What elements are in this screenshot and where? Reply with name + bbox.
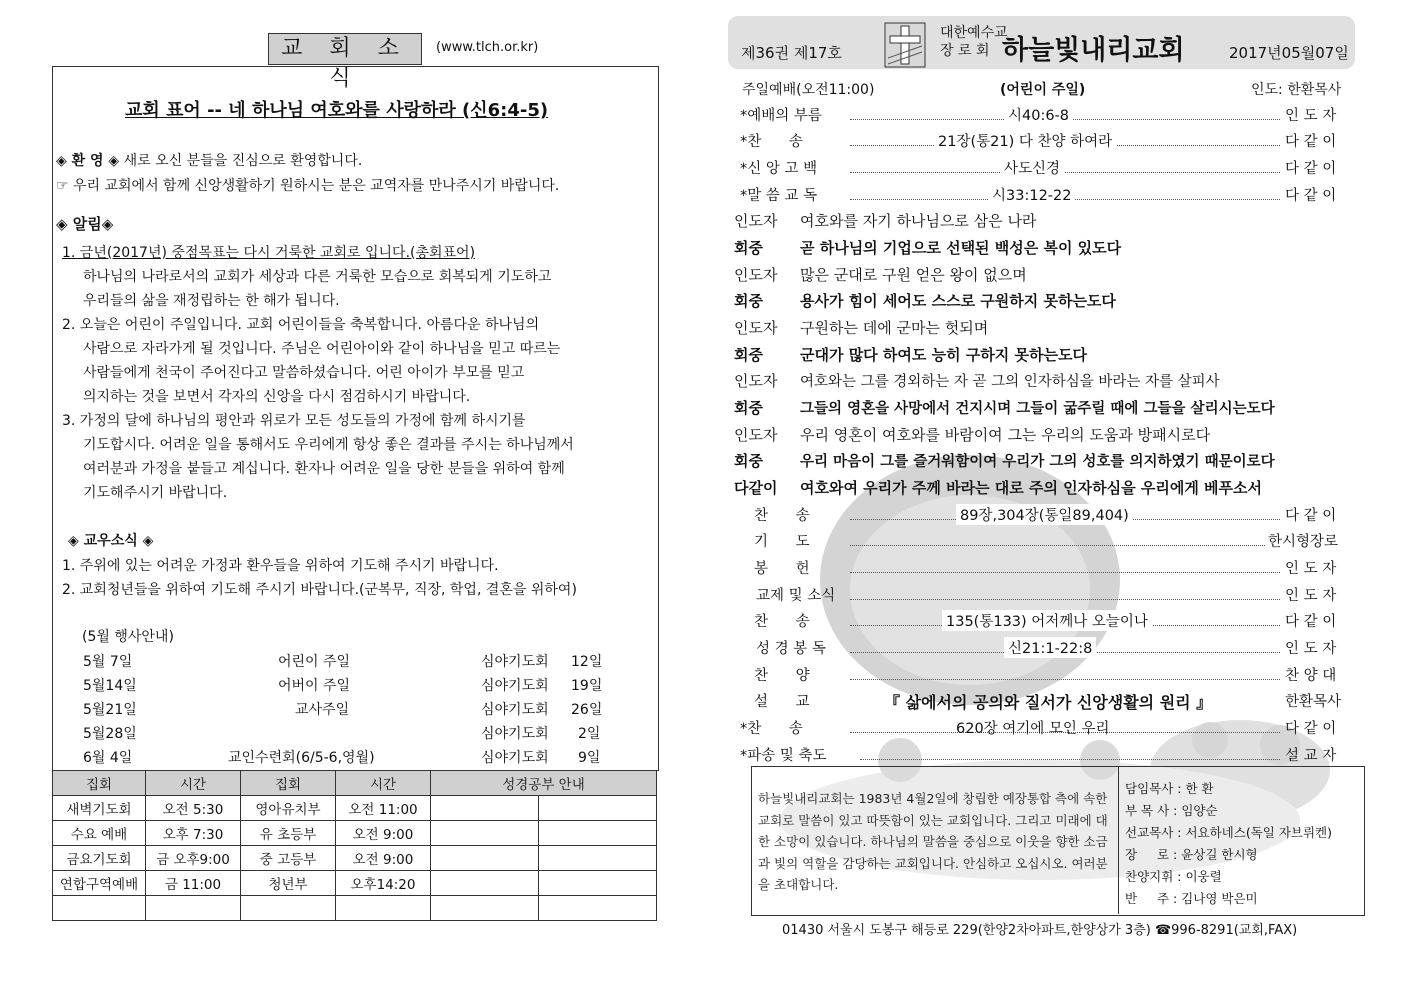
table-row xyxy=(53,821,657,846)
order-who: 인 도 자 xyxy=(1285,108,1337,124)
denomination-line: 대한예수교 xyxy=(940,25,1008,41)
dot-leader xyxy=(850,679,1280,680)
staff-entry: 담임목사 : 한 환 xyxy=(1125,781,1214,796)
order-who: 다 같 이 xyxy=(1285,721,1337,737)
table-header: 시간 xyxy=(336,771,431,796)
table-cell xyxy=(539,796,657,821)
order-item: *예배의 부름 xyxy=(740,108,822,124)
dot-leader xyxy=(850,545,1265,546)
order-item: *찬 송 xyxy=(740,721,803,737)
order-item: *파송 및 축도 xyxy=(740,748,827,764)
table-cell: 영아유치부 xyxy=(241,796,336,821)
order-item: 찬 송 xyxy=(754,508,810,524)
reading-role: 인도자 xyxy=(734,372,778,390)
info-divider xyxy=(1118,766,1119,914)
order-content: 시33:12-22 xyxy=(988,184,1075,205)
reading-text: 여호와여 우리가 주께 바라는 대로 주의 인자하심을 우리에게 베푸소서 xyxy=(800,479,1262,497)
order-who: 다 같 이 xyxy=(1285,188,1337,204)
table-cell xyxy=(539,846,657,871)
reading-text: 여호와는 그를 경외하는 자 곧 그의 인자하심을 바라는 자를 살피사 xyxy=(800,374,1220,390)
order-who: 인 도 자 xyxy=(1285,561,1337,577)
table-cell xyxy=(146,896,241,921)
bulletin-date: 2017년05월07일 xyxy=(1229,44,1349,62)
church-introduction: 하늘빛내리교회는 1983년 4월2일에 창립한 예장통합 측에 속한 교회로 말씀이 있고 따뜻함이 있는 교회입니다. 그리고 미래에 대한 소망이 있습니다. 하나님의 말씀을 중심으로 이웃을 향한 소금과 빛의 역할을 감당하는 교회입니다. 안심하고 오십시오. 여러분을 초대합니다. xyxy=(758,791,1108,892)
reading-text: 군대가 많다 하여도 능히 구하지 못하는도다 xyxy=(800,346,1087,364)
reading-text: 여호와를 자기 하나님으로 삼은 나라 xyxy=(800,212,1037,230)
table-cell xyxy=(539,896,657,921)
reading-role: 회중 xyxy=(734,239,763,257)
order-who: 설 교 자 xyxy=(1285,748,1337,764)
schedule-table xyxy=(52,770,657,921)
welcome-heading xyxy=(56,150,362,170)
table-cell: 새벽기도회 xyxy=(53,796,146,821)
notice-line: 기도해주시기 바랍니다. xyxy=(83,485,228,501)
table-cell xyxy=(241,896,336,921)
welcome-head: ◈ 환 영 ◈ xyxy=(56,153,120,169)
staff-entry: 부 목 사 : 임양순 xyxy=(1125,803,1218,818)
reading-text: 용사가 힘이 세어도 스스로 구원하지 못하는도다 xyxy=(800,292,1116,310)
table-cell: 오후14:20 xyxy=(336,871,431,896)
reading-role: 회중 xyxy=(734,399,763,417)
table-header: 시간 xyxy=(146,771,241,796)
reading-role: 회중 xyxy=(734,292,763,310)
member-news-line: 1. 주위에 있는 어려운 가정과 환우들을 위하여 기도해 주시기 바랍니다. xyxy=(62,558,499,574)
order-who: 다 같 이 xyxy=(1285,161,1337,177)
reading-text: 그들의 영혼을 사망에서 건지시며 그들이 굶주릴 때에 그들을 살리시는도다 xyxy=(800,401,1275,417)
order-who: 한환목사 xyxy=(1285,694,1342,710)
table-cell xyxy=(539,871,657,896)
reading-role: 인도자 xyxy=(734,266,778,284)
order-content: 89장,304장(통일89,404) xyxy=(956,504,1133,525)
reading-text: 우리 영혼이 여호와를 바람이여 그는 우리의 도움과 방패시로다 xyxy=(800,426,1211,444)
table-header: 성경공부 안내 xyxy=(431,771,657,796)
notice-line: 3. 가정의 달에 하나님의 평안과 위로가 모든 성도들의 가정에 함께 하시기를 xyxy=(62,413,526,429)
events-heading: (5월 행사안내) xyxy=(82,629,174,645)
service-time: 주일예배(오전11:00) xyxy=(742,82,875,98)
reading-text: 많은 군대로 구원 얻은 왕이 없으며 xyxy=(800,266,1027,284)
member-news-heading: ◈ 교우소식 ◈ xyxy=(68,533,154,549)
staff-entry: 반 주 : 김나영 박은미 xyxy=(1125,891,1258,906)
order-who: 찬 양 대 xyxy=(1285,668,1337,684)
table-cell: 금 오후9:00 xyxy=(146,846,241,871)
order-item: 찬 양 xyxy=(754,668,810,684)
church-motto: 교회 표어 -- 네 하나님 여호와를 사랑하라 (신6:4-5) xyxy=(125,100,549,121)
order-content: 620장 여기에 모인 우리 xyxy=(956,721,1110,737)
denomination xyxy=(940,24,1008,60)
staff-entry: 장 로 : 윤상길 한시형 xyxy=(1125,847,1258,862)
event-day: 2일 xyxy=(578,726,601,742)
welcome-note: ☞ 우리 교회에서 함께 신앙생활하기 원하시는 분은 교역자를 만나주시기 바랍니다. xyxy=(56,178,560,194)
order-item: 설 교 xyxy=(754,694,810,710)
event-date: 5월14일 xyxy=(83,678,137,694)
table-header-row xyxy=(53,771,657,796)
reading-text: 곧 하나님의 기업으로 선택된 백성은 복이 있도다 xyxy=(800,239,1122,257)
notice-line: 여러분과 가정을 붙들고 계십니다. 환자나 어려운 일을 당한 분들을 위하여 함께 xyxy=(83,461,565,477)
table-cell xyxy=(539,821,657,846)
table-cell: 오후 7:30 xyxy=(146,821,241,846)
order-who: 한시형장로 xyxy=(1268,534,1339,550)
table-cell xyxy=(431,846,539,871)
table-row xyxy=(53,871,657,896)
website-url: (www.tlch.or.kr) xyxy=(436,40,539,55)
event-name: 교인수련회(6/5-6,영월) xyxy=(228,750,375,766)
event-night: 심야기도회 xyxy=(481,750,549,766)
reading-role: 다같이 xyxy=(734,479,778,497)
table-row xyxy=(53,846,657,871)
event-night: 심야기도회 xyxy=(481,678,549,694)
denomination-line: 장 로 회 xyxy=(940,43,990,59)
table-cell: 금 11:00 xyxy=(146,871,241,896)
order-who: 다 같 이 xyxy=(1285,134,1337,150)
event-name: 어버이 주일 xyxy=(278,678,351,694)
event-name: 교사주일 xyxy=(295,702,350,718)
service-name: (어린이 주일) xyxy=(1000,82,1086,98)
order-content: 시40:6-8 xyxy=(1004,104,1073,125)
cross-logo-icon xyxy=(884,22,926,68)
table-row xyxy=(53,896,657,921)
table-cell xyxy=(53,896,146,921)
sermon-title: 『 삶에서의 공의와 질서가 신앙생활의 원리 』 xyxy=(884,693,1213,712)
dot-leader xyxy=(850,572,1280,573)
table-cell: 오전 5:30 xyxy=(146,796,241,821)
order-item: *말 씀 교 독 xyxy=(740,188,818,204)
event-night: 심야기도회 xyxy=(481,654,549,670)
member-news-line: 2. 교회청년들을 위하여 기도해 주시기 바랍니다.(군복무, 직장, 학업, 결혼을 위하여) xyxy=(62,582,577,598)
table-row xyxy=(53,796,657,821)
notice-line: 의지하는 것을 보면서 각자의 신앙을 다시 점검하시기 바랍니다. xyxy=(83,389,471,405)
event-name: 어린이 주일 xyxy=(278,654,351,670)
volume-number: 제36권 제17호 xyxy=(741,44,842,62)
event-day: 9일 xyxy=(578,750,601,766)
order-item: 봉 헌 xyxy=(754,561,810,577)
table-cell: 중 고등부 xyxy=(241,846,336,871)
table-cell xyxy=(336,896,431,921)
staff-entry: 선교목사 : 서요하네스(독일 자브뤼켄) xyxy=(1125,825,1333,840)
table-cell xyxy=(431,796,539,821)
staff-entry: 찬양지휘 : 이웅렬 xyxy=(1125,869,1222,884)
dot-leader xyxy=(860,759,1280,760)
table-cell: 금요기도회 xyxy=(53,846,146,871)
order-item: 성 경 봉 독 xyxy=(756,641,826,657)
news-title: 교 회 소 식 xyxy=(268,33,422,65)
order-who: 다 같 이 xyxy=(1285,614,1337,630)
order-item: 찬 송 xyxy=(754,614,810,630)
order-content: 사도신경 xyxy=(1000,157,1064,178)
table-cell: 유 초등부 xyxy=(241,821,336,846)
service-leader: 인도: 한환목사 xyxy=(1251,82,1342,98)
order-content: 21장(통21) 다 찬양 하여라 xyxy=(934,130,1116,151)
order-item: *찬 송 xyxy=(740,134,803,150)
order-who: 인 도 자 xyxy=(1285,588,1337,604)
table-cell: 수요 예배 xyxy=(53,821,146,846)
event-date: 5월28일 xyxy=(83,726,137,742)
event-date: 5월21일 xyxy=(83,702,137,718)
table-cell: 오전 9:00 xyxy=(336,821,431,846)
church-address: 01430 서울시 도봉구 해등로 229(한양2차아파트,한양상가 3층) ☎996-8291(교회,FAX) xyxy=(782,923,1298,938)
church-name: 하늘빛내리교회 xyxy=(1002,35,1185,66)
event-night: 심야기도회 xyxy=(481,702,549,718)
order-who: 인 도 자 xyxy=(1285,641,1337,657)
order-who: 다 같 이 xyxy=(1285,508,1337,524)
notice-heading: ◈ 알림◈ xyxy=(56,215,114,233)
reading-role: 회중 xyxy=(734,346,763,364)
table-cell: 연합구역예배 xyxy=(53,871,146,896)
order-content: 신21:1-22:8 xyxy=(1004,637,1096,658)
reading-role: 인도자 xyxy=(734,212,778,230)
dot-leader xyxy=(850,172,1280,173)
notice-line: 2. 오늘은 어린이 주일입니다. 교회 어린이들을 축복합니다. 아름다운 하나님의 xyxy=(62,317,540,333)
reading-role: 인도자 xyxy=(734,319,778,337)
table-cell xyxy=(431,896,539,921)
order-item: 기 도 xyxy=(754,534,810,550)
event-day: 19일 xyxy=(571,678,603,694)
table-cell xyxy=(431,871,539,896)
dot-leader xyxy=(850,599,1280,600)
notice-line: 사람으로 자라가게 될 것입니다. 주님은 어린아이와 같이 하나님을 믿고 따르는 xyxy=(83,341,561,357)
notice-line: 하나님의 나라로서의 교회가 세상과 다른 거룩한 모습으로 회복되게 기도하고 xyxy=(83,269,552,285)
table-cell: 오전 9:00 xyxy=(336,846,431,871)
order-content: 135(통133) 어저께나 오늘이나 xyxy=(942,610,1152,631)
table-cell xyxy=(431,821,539,846)
notice-line: 기도합시다. 어려운 일을 통해서도 우리에게 항상 좋은 결과를 주시는 하나님께서 xyxy=(83,437,574,453)
reading-role: 회중 xyxy=(734,452,763,470)
reading-text: 우리 마음이 그를 즐거워함이여 우리가 그의 성호를 의지하였기 때문이로다 xyxy=(800,454,1275,470)
welcome-text: 새로 오신 분들을 진심으로 환영합니다. xyxy=(123,153,363,169)
order-item: 교제 및 소식 xyxy=(756,588,836,604)
event-date: 6월 4일 xyxy=(83,750,133,766)
notice-line: 1. 금년(2017년) 중점목표는 다시 거룩한 교회로 입니다.(총회표어) xyxy=(62,245,476,261)
event-day: 26일 xyxy=(571,702,603,718)
reading-text: 구원하는 데에 군마는 헛되며 xyxy=(800,319,989,337)
reading-role: 인도자 xyxy=(734,426,778,444)
event-date: 5월 7일 xyxy=(83,654,133,670)
table-header: 집회 xyxy=(53,771,146,796)
table-cell: 청년부 xyxy=(241,871,336,896)
event-night: 심야기도회 xyxy=(481,726,549,742)
order-item: *신 앙 고 백 xyxy=(740,161,818,177)
notice-line: 사람들에게 천국이 주어진다고 말씀하셨습니다. 어린 아이가 부모를 믿고 xyxy=(83,365,525,381)
notice-line: 우리들의 삶을 재정립하는 한 해가 됩니다. xyxy=(83,293,340,309)
table-header: 집회 xyxy=(241,771,336,796)
table-cell: 오전 11:00 xyxy=(336,796,431,821)
event-day: 12일 xyxy=(571,654,603,670)
